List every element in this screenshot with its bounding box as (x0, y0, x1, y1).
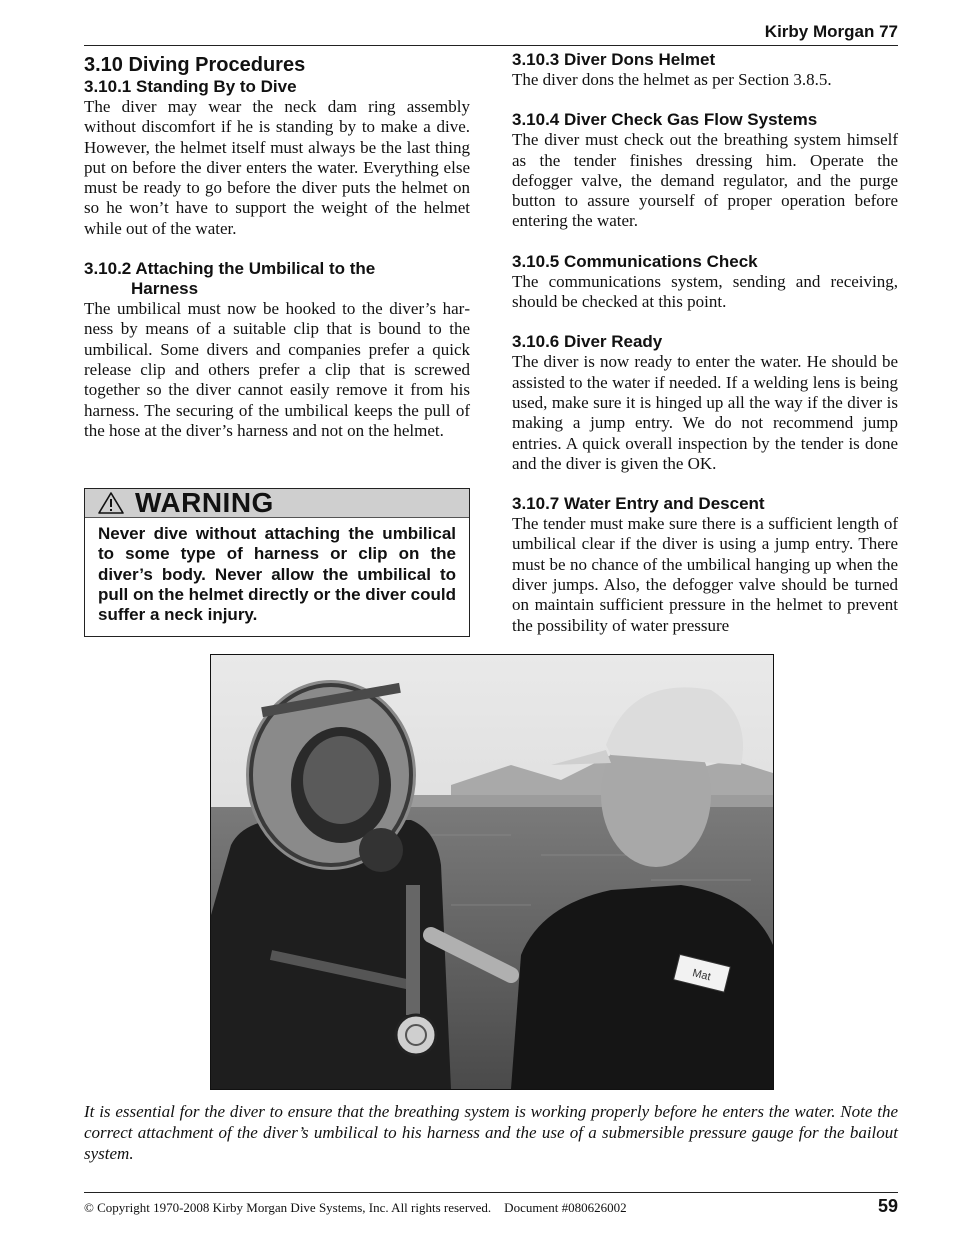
warning-text: Never dive without attaching the umbilical to some type of harness or clip on the diver’s body. Never allow the umbilical to pull on the helmet directly or the diver could suffer a neck injury. (98, 524, 456, 625)
subsection-title-diver-ready: 3.10.6 Diver Ready (512, 332, 663, 352)
paragraph-dons-helmet: The diver dons the helmet as per Section 3.8.5. (512, 70, 832, 89)
header-rule (84, 45, 898, 46)
subsection-title-attaching-umbilical (84, 259, 470, 299)
warning-triangle-icon (97, 491, 125, 515)
photo-diver-and-tender (210, 654, 774, 1090)
left-column (84, 50, 470, 441)
subsection-title-water-entry: 3.10.7 Water Entry and Descent (512, 494, 765, 514)
subsection-title-standing-by: 3.10.1 Standing By to Dive (84, 77, 297, 96)
paragraph-standing-by: The diver may wear the neck dam ring assembly without discomfort if he is standing by to make a dive. However, the helmet itself must always be the last thing put on before the diver enters the water. Everything else must be ready to go before the diver puts the helmet on so he won’t have to support the weight of the helmet while out of the water. (84, 97, 470, 238)
name-tag-text: Mat (691, 967, 712, 984)
warning-title: WARNING (135, 487, 274, 518)
page-number: 59 (877, 1196, 898, 1216)
paragraph-gas-flow: The diver must check out the breathing system himself as the tender finishes dressing him. Operate the defogger valve, the demand regulator, and the purge button to assure yourself of proper operation before entering the water. (512, 130, 898, 231)
paragraph-communications: The communications system, sending and receiving, should be checked at this point. (512, 271, 898, 312)
running-header: Kirby Morgan 77 (764, 22, 898, 41)
subsection-title-dons-helmet: 3.10.3 Diver Dons Helmet (512, 50, 716, 69)
footer-copyright: © Copyright 1970-2008 Kirby Morgan Dive Systems, Inc. All rights reserved. Document #080626002 (84, 1200, 627, 1215)
subsection-title-line2: Harness (131, 279, 199, 299)
right-column (512, 50, 898, 636)
warning-header (85, 489, 469, 518)
photo-caption: It is essential for the diver to ensure that the breathing system is working properly before he enters the water. Note the correct attachment of the diver’s umbilical to his harness and the use of a submersible pressure gauge for the bailout system. (84, 1102, 898, 1163)
paragraph-diver-ready: The diver is now ready to enter the water. He should be assisted to the water if needed. If a welding lens is being used, make sure it is hinged up all the way if the diver is making a jump entry. We do not recommend jump entries. A quick overall inspection by the tender is done and the diver is given the OK. (512, 352, 898, 473)
subsection-title-gas-flow: 3.10.4 Diver Check Gas Flow Systems (512, 110, 818, 130)
photo-illustration (211, 655, 773, 1089)
section-title: 3.10 Diving Procedures (84, 54, 306, 76)
subsection-title-line1: 3.10.2 Attaching the Umbilical to the (84, 259, 376, 279)
footer-rule (84, 1192, 898, 1193)
warning-box (84, 488, 470, 637)
paragraph-water-entry: The tender must make sure there is a sufficient length of umbilical clear if the diver is using a jump entry. There must be no chance of the umbilical hanging up when the diver jumps. Also, the defogger valve should be turned on maintain sufficient pressure in the helmet to prevent the possibility of water pressure (512, 514, 898, 635)
paragraph-attaching-umbilical: The umbilical must now be hooked to the diver’s harness by means of a suitable clip that is bound to the umbilical. Some divers and companies prefer a quick release clip and others prefer a clip that is screwed together so the diver cannot easily remove it from his harness. The securing of the umbilical keeps the pull of the hose at the diver’s harness and not on the helmet. (84, 299, 470, 440)
subsection-title-communications: 3.10.5 Communications Check (512, 251, 758, 271)
